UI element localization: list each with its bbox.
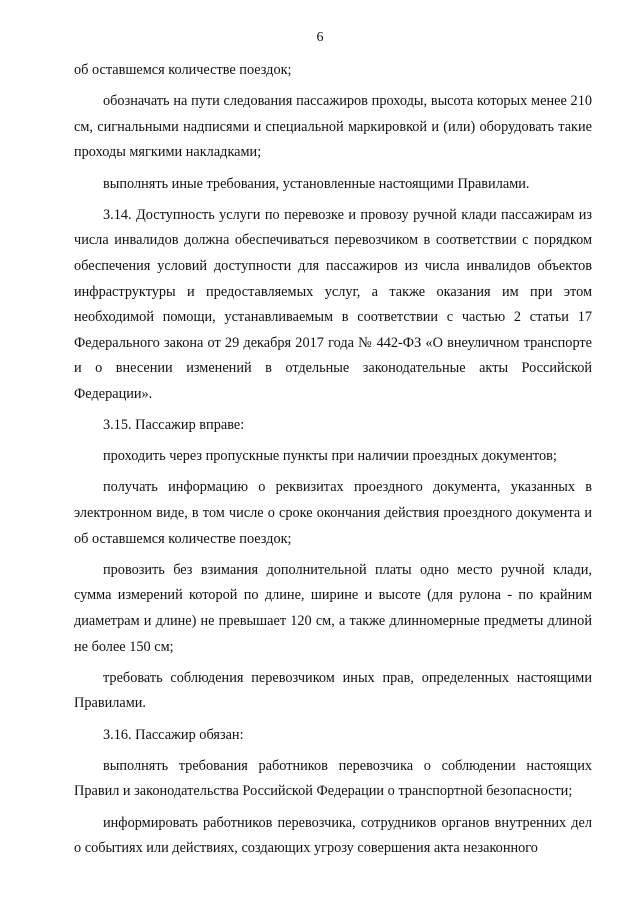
page-number: 6 [316,30,324,45]
paragraph-other-requirements: выполнять иные требования, установленные настоящими Правилами. [103,175,530,192]
paragraph-follow-requirements: выполнять требования работников перевозчика о соблюдении настоящих Правил и законодательства Российской Федерации о транспортной безопасности; [74,757,592,800]
paragraph-receive-information: получать информацию о реквизитах проездного документа, указанных в электронном виде, в том числе о сроке окончания действия проездного документа и об оставшемся количестве поездок; [74,479,592,547]
paragraph-3-15-heading: 3.15. Пассажир вправе: [103,417,245,434]
paragraph-demand-rights: требовать соблюдения перевозчиком иных прав, определенных настоящими Правилами. [74,669,592,712]
paragraph-remaining-trips: об оставшемся количестве поездок; [74,62,292,78]
paragraph-inform-staff: информировать работников перевозчика, сотрудников органов внутренних дел о событиях или действиях, создающих угрозу совершения акта незаконного [74,814,592,857]
paragraph-carry-hand-luggage: провозить без взимания дополнительной платы одно место ручной клади, сумма измерений которой по длине, ширине и высоте (для рулона - по крайним диаметрам и длине) не превышает 120 см, а также длинномерные предметы длиной не более 150 см; [74,561,592,655]
paragraph-mark-passages: обозначать на пути следования пассажиров проходы, высота которых менее 210 см, сигнальными надписями и специальной маркировкой и (или) оборудовать такие проходы мягкими накладками; [74,93,592,161]
document-body [74,58,592,867]
paragraph-3-16-heading: 3.16. Пассажир обязан: [103,726,244,743]
paragraph-pass-checkpoints: проходить через пропускные пункты при наличии проездных документов; [103,448,557,465]
paragraph-3-14-accessibility: 3.14. Доступность услуги по перевозке и провозу ручной клади пассажирам из числа инвалидов должна обеспечиваться перевозчиком в соответствии с порядком обеспечения условий доступности для пассажиров из числа инвалидов объектов инфраструктуры и предоставляемых услуг, а также оказания им при этом необходимой помощи, устанавливаемым в соответствии с частью 2 статьи 17 Федерального закона от 29 декабря 2017 года № 442-ФЗ «О внеуличном транспорте и о внесении изменений в отдельные законодательные акты Российской Федерации». [74,206,592,402]
